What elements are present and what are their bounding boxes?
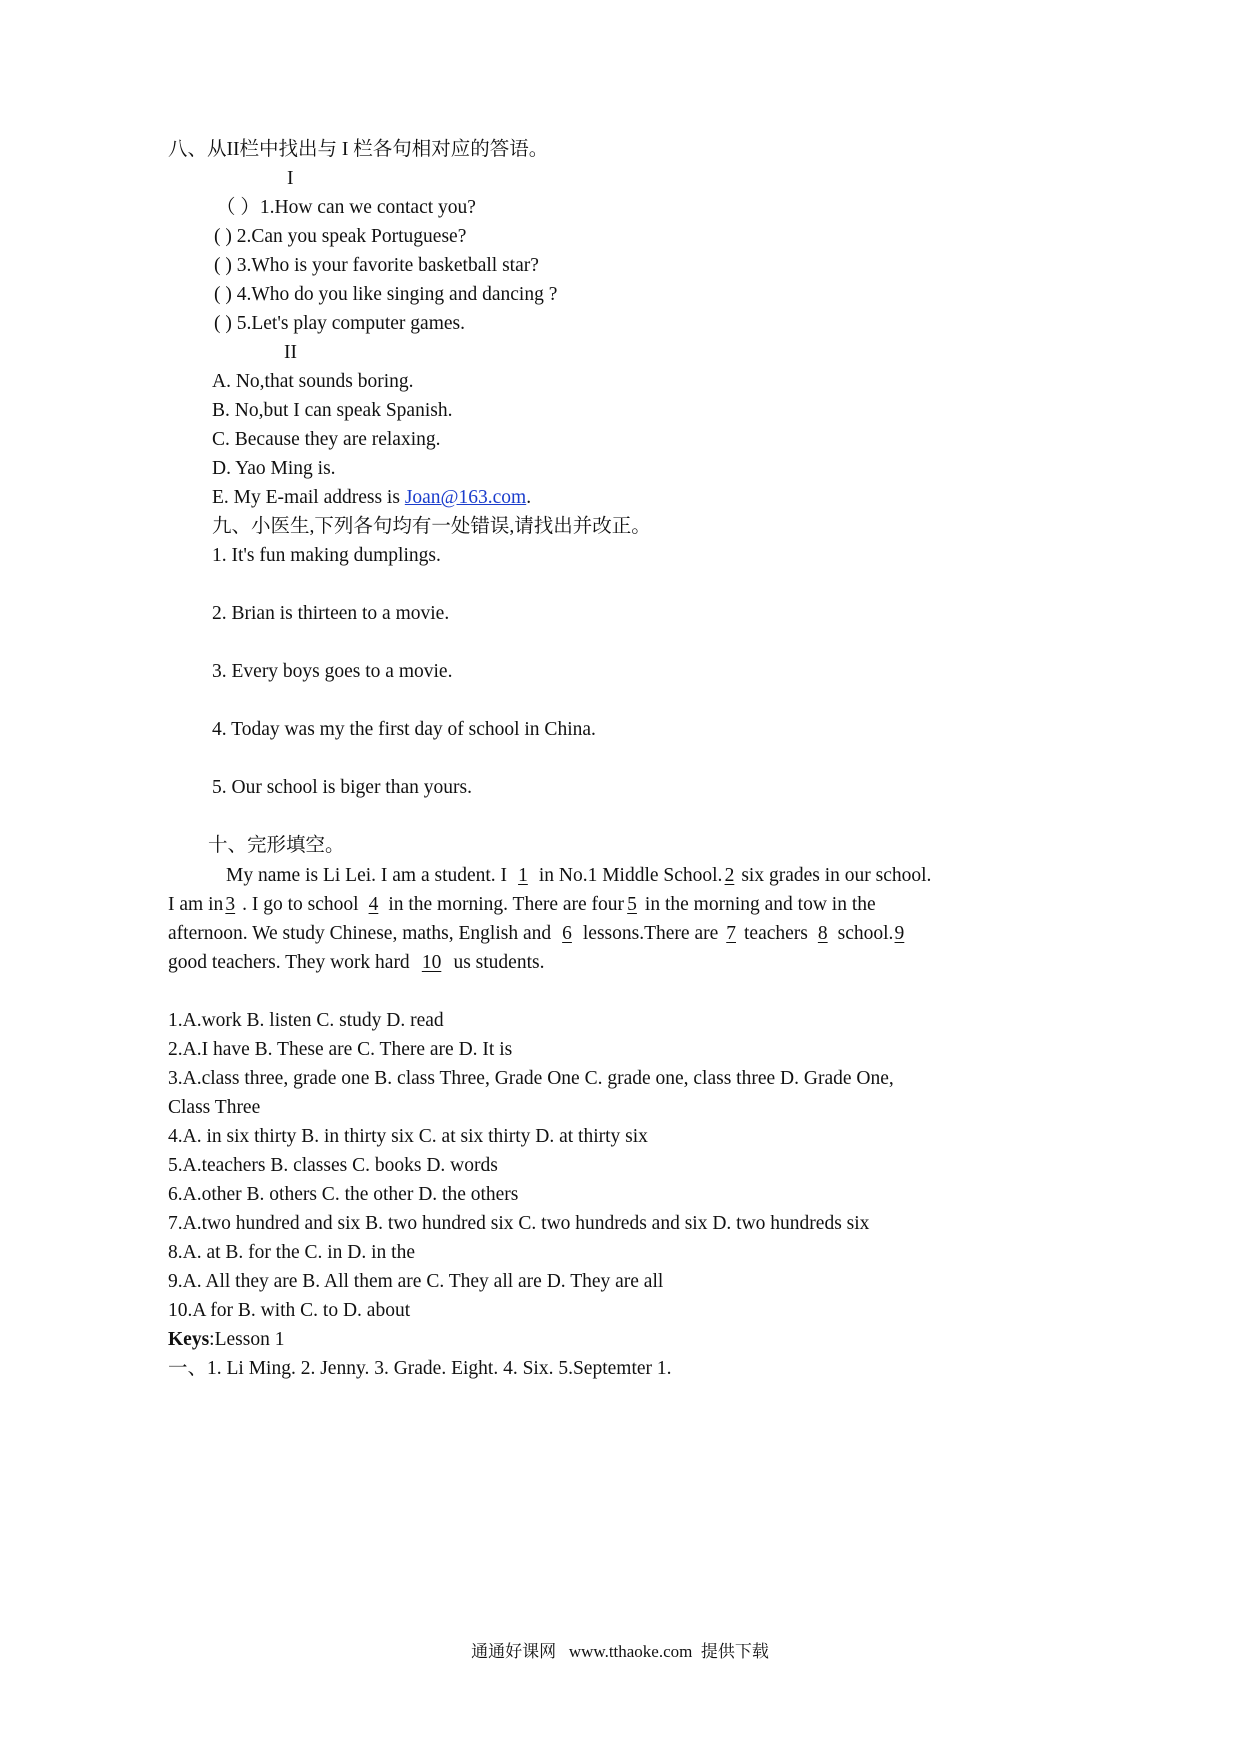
blank-2: 2 xyxy=(724,865,735,886)
keys-suffix: :Lesson 1 xyxy=(209,1329,285,1350)
section-9-title: 九、小医生,下列各句均有一处错误,请找出并改正。 xyxy=(212,516,651,537)
keys-heading xyxy=(168,1327,284,1353)
error-item-5: 5. Our school is biger than yours. xyxy=(212,777,472,798)
answer-d: D. Yao Ming is. xyxy=(212,458,336,479)
email-link[interactable]: Joan@163.com xyxy=(404,487,527,508)
answer-e-suffix: . xyxy=(526,487,532,508)
blank-4: 4 xyxy=(368,894,379,915)
option-line-9: 9.A. All they are B. All them are C. They all are D. They are all xyxy=(168,1271,664,1292)
option-line-2: 2.A.I have B. These are C. There are D. It is xyxy=(168,1039,513,1060)
blank-7: 7 xyxy=(726,923,736,944)
question-5: ( ) 5.Let's play computer games. xyxy=(214,313,465,334)
column-2-label: II xyxy=(284,342,297,363)
passage-text: I am in xyxy=(168,894,224,915)
passage-line-1 xyxy=(226,863,931,889)
error-item-3: 3. Every boys goes to a movie. xyxy=(212,661,453,682)
question-3: ( ) 3.Who is your favorite basketball star? xyxy=(214,255,539,276)
passage-line-3 xyxy=(168,921,905,947)
option-line-8: 8.A. at B. for the C. in D. in the xyxy=(168,1242,415,1263)
option-line-7: 7.A.two hundred and six B. two hundred six C. two hundreds and six D. two hundreds six xyxy=(168,1213,870,1234)
passage-text: in No.1 Middle School. xyxy=(533,865,723,886)
answer-c: C. Because they are relaxing. xyxy=(212,429,441,450)
question-2: ( ) 2.Can you speak Portuguese? xyxy=(214,226,467,247)
passage-text: good teachers. They work hard xyxy=(168,952,415,973)
passage-text: afternoon. We study Chinese, maths, English and xyxy=(168,923,557,944)
option-line-1: 1.A.work B. listen C. study D. read xyxy=(168,1010,444,1031)
blank-9: 9 xyxy=(894,923,905,944)
passage-text: . I go to school xyxy=(237,894,364,915)
question-4: ( ) 4.Who do you like singing and dancing ? xyxy=(214,284,558,305)
passage-text: teachers xyxy=(739,923,813,944)
blank-8: 8 xyxy=(817,923,828,944)
blank-10: 10 xyxy=(421,952,442,973)
option-line-10: 10.A for B. with C. to D. about xyxy=(168,1300,411,1321)
answer-e-prefix: E. My E-mail address is xyxy=(212,487,405,508)
passage-text: lessons.There are xyxy=(578,923,724,944)
passage-text: six grades in our school. xyxy=(736,865,932,886)
passage-text: school. xyxy=(832,923,894,944)
answer-b: B. No,but I can speak Spanish. xyxy=(212,400,453,421)
section-8-title: 八、从II栏中找出与 I 栏各句相对应的答语。 xyxy=(168,139,549,160)
passage-text: us students. xyxy=(448,952,545,973)
answer-a: A. No,that sounds boring. xyxy=(212,371,414,392)
option-line-3: 3.A.class three, grade one B. class Three, Grade One C. grade one, class three D. Grade One, xyxy=(168,1068,894,1089)
error-item-4: 4. Today was my the first day of school in China. xyxy=(212,719,596,740)
passage-text: in the morning and tow in the xyxy=(640,894,876,915)
option-line-3-cont: Class Three xyxy=(168,1097,261,1118)
passage-line-4 xyxy=(168,950,544,976)
keys-line-1: 一、1. Li Ming. 2. Jenny. 3. Grade. Eight. 4. Six. 5.Septemter 1. xyxy=(168,1358,672,1379)
page-footer: 通通好课网 www.tthaoke.com 提供下载 xyxy=(471,1642,769,1661)
column-1-label: I xyxy=(287,168,294,189)
passage-line-2 xyxy=(168,892,876,918)
option-line-5: 5.A.teachers B. classes C. books D. words xyxy=(168,1155,498,1176)
blank-3: 3 xyxy=(225,894,236,915)
passage-text: in the morning. There are four xyxy=(383,894,625,915)
answer-e xyxy=(212,485,531,511)
blank-1: 1 xyxy=(518,865,528,886)
option-line-4: 4.A. in six thirty B. in thirty six C. at six thirty D. at thirty six xyxy=(168,1126,648,1147)
error-item-2: 2. Brian is thirteen to a movie. xyxy=(212,603,450,624)
option-line-6: 6.A.other B. others C. the other D. the others xyxy=(168,1184,519,1205)
blank-6: 6 xyxy=(562,923,572,944)
passage-text: My name is Li Lei. I am a student. I xyxy=(226,865,512,886)
section-10-title: 十、完形填空。 xyxy=(208,835,345,856)
question-1: （ ）1.How can we contact you? xyxy=(216,197,476,218)
blank-5: 5 xyxy=(627,894,637,915)
keys-label: Keys xyxy=(168,1329,210,1350)
error-item-1: 1. It's fun making dumplings. xyxy=(212,545,441,566)
